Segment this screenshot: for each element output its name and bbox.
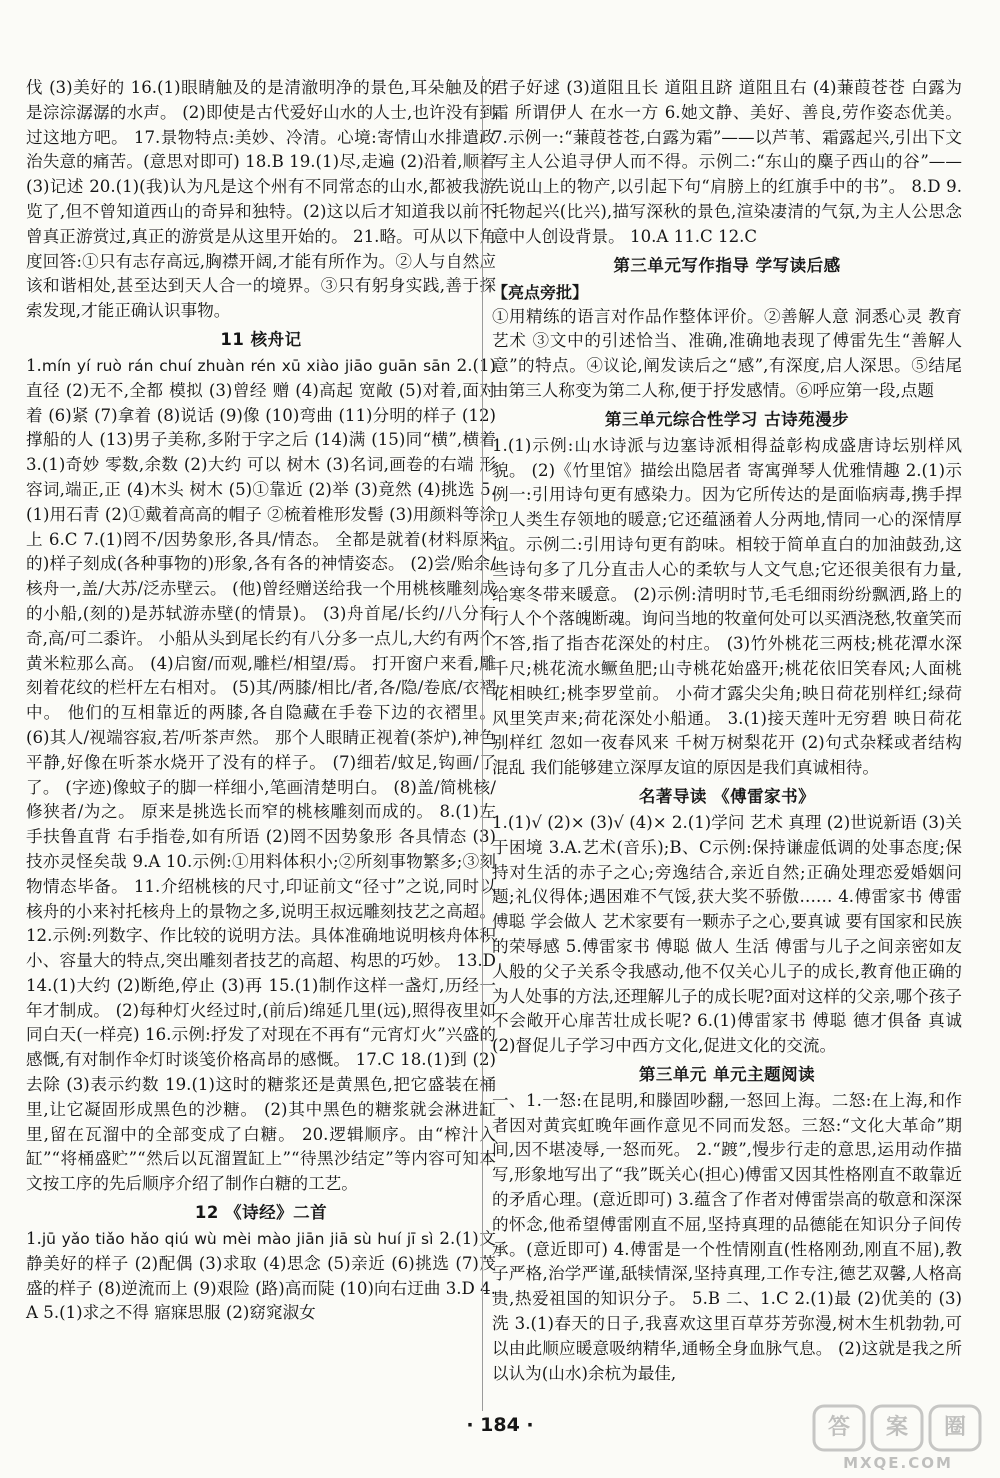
pinyin-answer: jū yǎo tiǎo hǎo qiú wù mèi mào jiān jiā sù huí jī sì	[41, 1230, 434, 1249]
section-heading: 11 核舟记	[220, 329, 302, 349]
answer-block: 1.(1)√ (2)× (3)√ (4)× 2.(1)学问 艺术 真理 (2)世说新语 (3)关于困境 3.A.艺术(音乐);B、C示例:保持谦虚低调的处事态度;保持对生活的赤子之心;旁逸结合,亲近自然;正确处理恋爱婚姻问题;礼仪得体;遇困难不气馁,获大奖不骄傲…… 4.傅雷家书 傅雷 傅聪 学会做人 艺术家要有一颗赤子之心,要真诚 要有国家和民族的荣辱感 5.傅雷家书 傅聪 做人 生活 傅雷与儿子之间亲密如友人般的父子关系令我感动,他不仅关心儿子的成长,教育他正确的为人处事的方法,还理解儿子的成长呢?面对这样的父亲,哪个孩子不会敞开心扉苦壮成长呢? 6.(1)傅雷家书 傅聪 德才俱备 真诚 (2)督促儿子学习中西方文化,促进文化的交流。	[492, 812, 962, 1056]
section-heading: 第三单元写作指导 学写读后感	[613, 255, 841, 275]
watermark-char: 圈	[943, 1415, 969, 1440]
pinyin-answer: mín yí ruò rán chuí zhuàn rén xū xiào jiāo guān sān	[41, 356, 451, 375]
column-divider	[482, 76, 483, 1411]
question-number: 1.	[26, 1229, 42, 1249]
page-number: · 184 ·	[466, 1414, 534, 1436]
watermark-logo	[810, 1402, 992, 1472]
section-heading: 12 《诗经》二首	[194, 1203, 328, 1223]
section-heading: 名著导读 《傅雷家书》	[638, 786, 816, 806]
answer-block: 伐 (3)美好的 16.(1)眼睛触及的是清澈明净的景色,耳朵触及的是淙淙潺潺的水声。 (2)即使是古代爱好山水的人士,也许没有到过这地方吧。 17.景物特点:美妙、冷清。心境:寄情山水排遣政治失意的痛苦。(意思对即可) 18.B 19.(1)尽,走遍 (2)沿着,顺着 (3)记述 20.(1)(我)认为凡是这个州有不同常态的山水,都被我游览了,但不曾知道西山的奇异和独特。(2)这以后才知道我以前不曾真正游赏过,真正的游赏是从这里开始的。 21.略。可从以下角度回答:①只有志存高远,胸襟开阔,才能有所作为。②人与自然应该和谐相处,甚至达到天人合一的境界。③只有躬身实践,善于探索发现,才能正确认识事物。	[26, 78, 496, 321]
watermark-char: 答	[827, 1415, 853, 1440]
highlight-tag: 【亮点旁批】	[492, 282, 589, 302]
section-heading: 第三单元 单元主题阅读	[638, 1064, 816, 1084]
answer-block: ①用精练的语言对作品作整体评价。②善解人意 洞悉心灵 教育艺术 ③文中的引述恰当、准确,准确地表现了傅雷先生“善解人意”的特点。④议论,阐发读后之“感”,有深度,启人深思。⑤结尾由第三人称变为第二人称,便于抒发感情。⑥呼应第一段,点题	[492, 306, 962, 400]
answer-block	[26, 354, 496, 1197]
answer-block: 一、1.一怒:在昆明,和滕固吵翻,一怒回上海。二怒:在上海,和作者因对黄宾虹晚年画作意见不同而发怒。三怒:“文化大革命”期间,因不堪凌辱,一怒而死。 2.“踱”,慢步行走的意思,运用动作描写,形象地写出了“我”既关心(担心)傅雷又因其性格刚直不敢靠近的矛盾心理。(意近即可) 3.蕴含了作者对傅雷崇高的敬意和深深的怀念,他希望傅雷刚直不屈,坚持真理的品德能在知识分子间传承。(意近即可) 4.傅雷是一个性情刚直(性格刚劲,刚直不屈),教子严格,治学严谨,舐犊情深,坚持真理,工作专注,德艺双馨,人格高贵,热爱祖国的知识分子。 5.B 二、1.C 2.(1)最 (2)优美的 (3)洗 3.(1)春天的日子,我喜欢这里百草芬芳弥漫,树木生机勃勃,可以由此顺应暖意吸纳精华,通畅全身血脉气息。 (2)这就是我之所以认为(山水)余杭为最佳,	[492, 1090, 962, 1383]
watermark-char: 案	[885, 1415, 911, 1440]
answer-block	[26, 1227, 496, 1326]
left-column	[26, 76, 496, 1326]
answer-block: 1.(1)示例:山水诗派与边塞诗派相得益彰构成盛唐诗坛别样风貌。 (2)《竹里馆》描绘出隐居者 寄寓弹琴人优雅情趣 2.(1)示例一:引用诗句更有感染力。因为它所传达的是面临病毒,携手捍卫人类生存领地的暖意;它还蕴涵着人分两地,情同一心的深情厚谊。示例二:引用诗句更有韵味。相较于简单直白的加油鼓劲,这些诗句多了几分直击人心的柔软与人文气息;它还很美很有力量,给寒冬带来暖意。 (2)示例:清明时节,毛毛细雨纷纷飘洒,路上的行人个个落魄断魂。询问当地的牧童何处可以买酒浇愁,牧童笑而不答,指了指杏花深处的村庄。 (3)竹外桃花三两枝;桃花潭水深千尺;桃花流水鳜鱼肥;山寺桃花始盛开;桃花依旧笑春风;人面桃花相映红;桃李罗堂前。 小荷才露尖尖角;映日荷花别样红;绿荷风里笑声来;荷花深处小船通。 3.(1)接天莲叶无穷碧 映日荷花别样红 忽如一夜春风来 千树万树梨花开 (2)句式杂糅或者结构混乱 我们能够建立深厚友谊的原因是我们真诚相待。	[492, 435, 962, 778]
question-number: 1.	[26, 355, 42, 375]
right-column	[492, 76, 962, 1386]
answer-text: 2.(1)直径 (2)无不,全都 模拟 (3)曾经 赠 (4)高起 宽敞 (5)对着,面对着 (6)紧 (7)拿着 (8)说话 (9)像 (10)弯曲 (11)分明的样子 (12)撑船的人 (13)男子美称,多附于字之后 (14)满 (15)同“横”,横着 3.(1)奇妙 零数,余数 (2)大约 可以 树木 (3)名词,画卷的右端 形容词,端正,正 (4)木头 树木 (5)①靠近 (2)举 (3)竟然 (4)挑选 5.(1)用石青 (2)①戴着高高的帽子 ②梳着椎形发髻 (3)用颜料等涂上 6.C 7.(1)罔不/因势象形,各具/情态。 全都是就着(材料原来的)样子刻成(各种事物的)形象,各有各的神情姿态。 (2)尝/贻余/核舟一,盖/大苏/泛赤壁云。 (他)曾经赠送给我一个用桃核雕刻成的小船,(刻的)是苏轼游赤壁(的情景)。 (3)舟首尾/长约/八分有奇,高/可二黍许。 小船从头到尾长约有八分多一点儿,大约有两个黄米粒那么高。 (4)启窗/而观,雕栏/相望/焉。 打开窗户来看,雕刻着花纹的栏杆左右相对。 (5)其/两膝/相比/者,各/隐/卷底/衣褶中。 他们的互相靠近的两膝,各自隐藏在手卷下边的衣褶里。 (6)其人/视端容寂,若/听茶声然。 那个人眼睛正视着(茶炉),神色平静,好像在听茶水烧开了没有的样子。 (7)细若/蚊足,钩画/了了。 (字迹)像蚊子的脚一样细小,笔画清楚明白。 (8)盖/简桃核/修狭者/为之。 原来是挑选长而窄的桃核雕刻而成的。 8.(1)左手扶鲁直背 右手指卷,如有所语 (2)罔不因势象形 各具情态 (3)技亦灵怪矣哉 9.A 10.示例:①用料体积小;②所刻事物繁多;③刻物情态毕备。 11.介绍桃核的尺寸,印证前文“径寸”之说,同时以核舟的小来衬托核舟上的景物之多,说明王叔远雕刻技艺之高超。 12.示例:列数字、作比较的说明方法。具体准确地说明核舟体积小、容量大的特点,突出雕刻者技艺的高超、构思的巧妙。 13.D 14.(1)大约 (2)断绝,停止 (3)再 15.(1)制作这样一盏灯,历经一年才制成。 (2)每种灯火经过时,(前后)绵延几里(远),照得夜里如同白天(一样亮) 16.示例:抒发了对现在不再有“元宵灯火”兴盛的感慨,有对制作伞灯时谈笺价格高昂的感慨。 17.C 18.(1)到 (2)去除 (3)表示约数 19.(1)这时的糖浆还是黄黑色,把它盛装在桶里,让它凝固形成黑色的沙糖。 (2)其中黑色的糖浆就会淋进缸里,留在瓦溜中的全部变成了白糖。 20.逻辑顺序。由“榨汁入缸”“将桶盛贮”“然后以瓦溜置缸上”“待黑沙结定”等内容可知本文按工序的先后顺序介绍了制作白糖的工艺。	[26, 355, 497, 1194]
section-heading: 第三单元综合性学习 古诗苑漫步	[604, 409, 850, 429]
answer-text: 2.(1)文静美好的样子 (2)配偶 (3)求取 (4)思念 (5)亲近 (6)挑选 (7)茂盛的样子 (8)逆流而上 (9)艰险 (路)高而陡 (10)向右迂曲 3.D 4.A 5.(1)求之不得 寤寐思服 (2)窈窕淑女	[26, 1229, 496, 1323]
watermark-url: MXQE.COM	[843, 1454, 953, 1472]
answer-block: 君子好逑 (3)道阻且长 道阻且跻 道阻且右 (4)蒹葭苍苍 白露为霜 所谓伊人 在水一方 6.她文静、美好、善良,劳作姿态优美。 7.示例一:“蒹葭苍苍,白露为霜”——以芦苇、霜露起兴,引出下文写主人公追寻伊人而不得。示例二:“东山的麋子西山的谷”——先说山上的物产,以引起下句“肩膀上的红旗手中的书”。 8.D 9.托物起兴(比兴),描写深秋的景色,渲染凄清的气氛,为主人公思念意中人创设背景。 10.A 11.C 12.C	[492, 78, 962, 246]
